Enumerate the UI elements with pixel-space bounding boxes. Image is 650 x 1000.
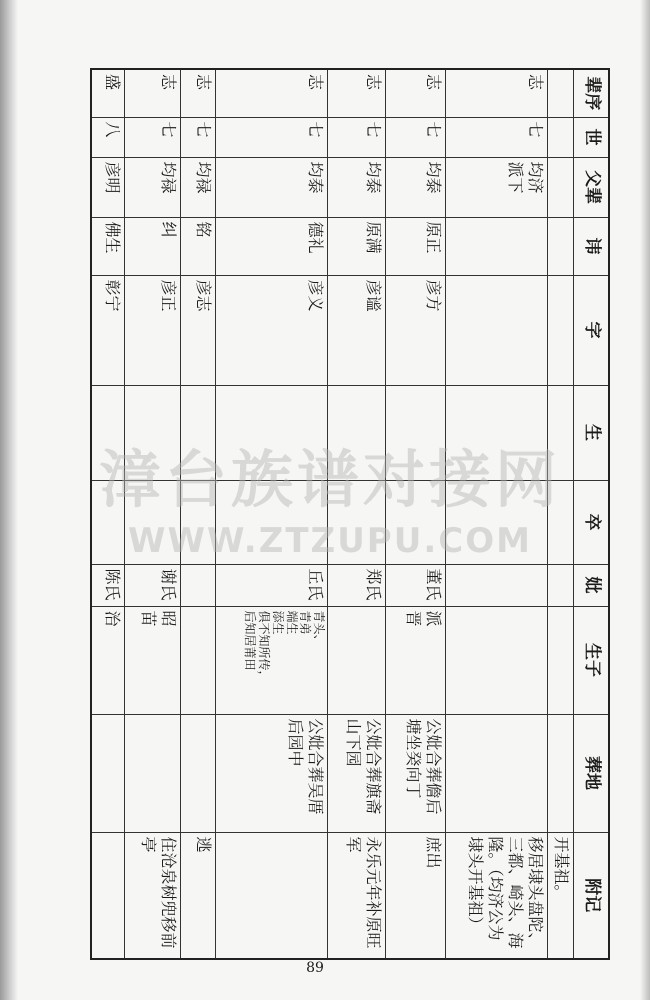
cell-father: 均泰 (328, 157, 386, 217)
genealogy-table (90, 68, 610, 960)
cell-generation-order: 志 (180, 69, 215, 117)
header-generation: 世 (574, 117, 610, 157)
rotated-page (90, 68, 610, 958)
header-generation-order: 辈序 (574, 69, 610, 117)
cell-notes: 开基祖。 (548, 832, 574, 959)
cell-generation: 七 (124, 117, 180, 157)
cell-courtesy-name (446, 275, 548, 385)
cell-courtesy-name: 彰宁 (91, 275, 124, 385)
table-row (386, 69, 446, 959)
cell-father: 均禄 (180, 157, 215, 217)
watermark-chinese: 漳台族谱对接网 (98, 443, 561, 516)
cell-courtesy-name: 彦方 (386, 275, 446, 385)
cell-father: 均泰 (216, 157, 328, 217)
cell-sons (180, 606, 215, 714)
cell-wife: 丘氏 (216, 564, 328, 606)
header-born: 生 (574, 385, 610, 480)
cell-died (386, 480, 446, 564)
cell-died (446, 480, 548, 564)
cell-sons: 派 晋 (386, 606, 446, 714)
cell-died (548, 480, 574, 564)
cell-died (91, 480, 124, 564)
header-courtesy-name: 字 (574, 275, 610, 385)
cell-courtesy-name: 彦志 (180, 275, 215, 385)
header-row (574, 69, 610, 959)
cell-notes (91, 832, 124, 959)
cell-notes: 住沧泉树兜移前亭 (124, 832, 180, 959)
cell-generation: 八 (91, 117, 124, 157)
cell-generation: 七 (328, 117, 386, 157)
cell-burial (180, 714, 215, 832)
cell-sons (446, 606, 548, 714)
cell-sons (328, 606, 386, 714)
table-row (548, 69, 574, 959)
header-notes: 附记 (574, 832, 610, 959)
cell-died (180, 480, 215, 564)
cell-born (446, 385, 548, 480)
cell-generation-order (548, 69, 574, 117)
cell-notes (216, 832, 328, 959)
header-taboo-name: 讳 (574, 217, 610, 275)
cell-wife (446, 564, 548, 606)
cell-notes: 逃 (180, 832, 215, 959)
cell-wife: 董氏 (386, 564, 446, 606)
cell-generation: 七 (386, 117, 446, 157)
cell-born (548, 385, 574, 480)
cell-burial: 公妣合葬儋后塘坐癸向丁 (386, 714, 446, 832)
cell-generation: 七 (180, 117, 215, 157)
scan-shadow-left (0, 0, 18, 1000)
cell-father: 均禄 (124, 157, 180, 217)
cell-sons (548, 606, 574, 714)
header-wife: 妣 (574, 564, 610, 606)
cell-born (180, 385, 215, 480)
header-father: 父辈 (574, 157, 610, 217)
cell-taboo-name (548, 217, 574, 275)
table-row (91, 69, 124, 959)
cell-notes: 庶出 (386, 832, 446, 959)
cell-notes: 永乐元年补原旺军 (328, 832, 386, 959)
watermark-url: WWW.ZTZUPU.COM (128, 521, 532, 561)
cell-generation: 七 (216, 117, 328, 157)
table-row (328, 69, 386, 959)
cell-taboo-name: 德礼 (216, 217, 328, 275)
cell-burial: 公妣合葬吴厝后园中 (216, 714, 328, 832)
cell-generation: 七 (446, 117, 548, 157)
cell-generation-order: 志 (328, 69, 386, 117)
cell-taboo-name: 原正 (386, 217, 446, 275)
cell-courtesy-name (548, 275, 574, 385)
cell-generation (548, 117, 574, 157)
cell-wife (548, 564, 574, 606)
cell-sons: 昭 苗 (124, 606, 180, 714)
cell-father: 均济 派下 (446, 157, 548, 217)
cell-taboo-name: 原满 (328, 217, 386, 275)
cell-courtesy-name: 彦谧 (328, 275, 386, 385)
cell-courtesy-name: 彦义 (216, 275, 328, 385)
table-row (216, 69, 328, 959)
cell-wife: 谢氏 (124, 564, 180, 606)
cell-sons: 青头、 青弟 端生 添生 俱不知所传， 后知居莆田 (216, 606, 328, 714)
cell-courtesy-name: 彦正 (124, 275, 180, 385)
cell-generation-order: 志 (124, 69, 180, 117)
cell-burial (124, 714, 180, 832)
cell-generation-order: 盛 (91, 69, 124, 117)
header-sons: 生子 (574, 606, 610, 714)
scan-shadow-right (640, 0, 650, 1000)
cell-died (328, 480, 386, 564)
cell-wife (180, 564, 215, 606)
cell-notes: 移居埭头盘陀、三都、崎头、海隆。（均济公为埭头开基祖） (446, 832, 548, 959)
cell-born (124, 385, 180, 480)
cell-father: 均泰 (386, 157, 446, 217)
header-burial: 葬地 (574, 714, 610, 832)
header-died: 卒 (574, 480, 610, 564)
cell-wife: 郑氏 (328, 564, 386, 606)
cell-died (216, 480, 328, 564)
cell-generation-order: 志 (216, 69, 328, 117)
cell-taboo-name: 铭 (180, 217, 215, 275)
cell-father: 彦明 (91, 157, 124, 217)
cell-burial (548, 714, 574, 832)
cell-born (386, 385, 446, 480)
cell-father (548, 157, 574, 217)
table-row (124, 69, 180, 959)
cell-died (124, 480, 180, 564)
cell-wife: 陈氏 (91, 564, 124, 606)
cell-burial (446, 714, 548, 832)
table-row (446, 69, 548, 959)
cell-generation-order: 志 (446, 69, 548, 117)
cell-taboo-name: 纠 (124, 217, 180, 275)
cell-taboo-name: 佛生 (91, 217, 124, 275)
cell-taboo-name (446, 217, 548, 275)
cell-born (328, 385, 386, 480)
cell-burial (91, 714, 124, 832)
page-number: 89 (306, 960, 324, 976)
cell-burial: 公妣合葬旗斋山下园 (328, 714, 386, 832)
cell-born (91, 385, 124, 480)
cell-generation-order: 志 (386, 69, 446, 117)
cell-sons: 治 (91, 606, 124, 714)
cell-born (216, 385, 328, 480)
table-row (180, 69, 215, 959)
